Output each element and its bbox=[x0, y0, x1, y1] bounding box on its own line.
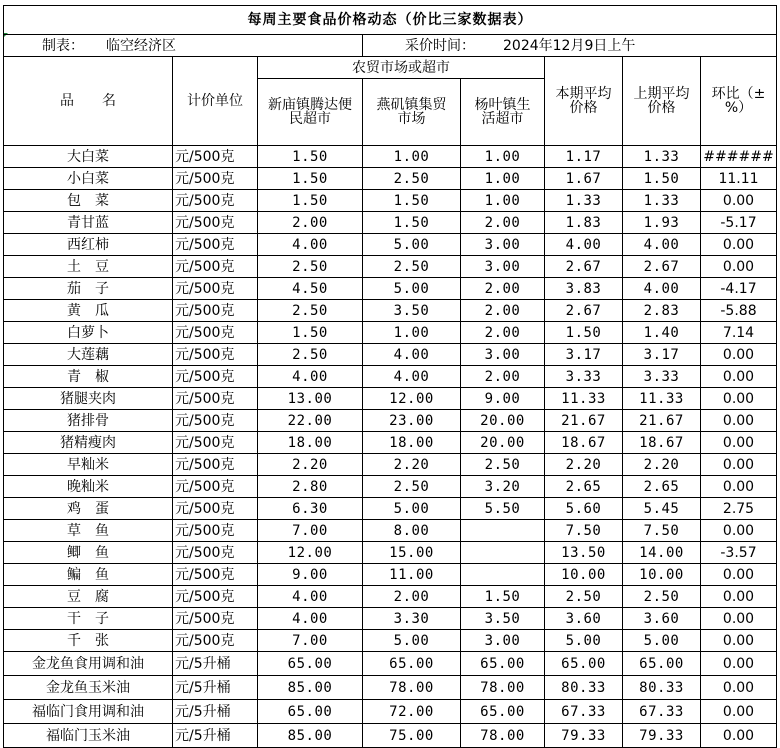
row-market-2: 5.00 bbox=[363, 234, 461, 256]
row-market-3: 1.00 bbox=[461, 146, 545, 168]
maker-value: 临空经济区 bbox=[106, 37, 176, 54]
row-avg-current: 3.83 bbox=[545, 278, 623, 300]
row-unit: 元/500克 bbox=[173, 586, 258, 608]
row-market-2: 3.30 bbox=[363, 608, 461, 630]
row-avg-previous: 7.50 bbox=[623, 520, 701, 542]
maker-cell bbox=[4, 35, 363, 57]
row-change: -5.17 bbox=[701, 212, 777, 234]
header-avg-current: 本期平均价格 bbox=[545, 57, 623, 146]
row-avg-previous: 5.00 bbox=[623, 630, 701, 652]
row-avg-previous: 4.00 bbox=[623, 278, 701, 300]
row-market-2: 1.50 bbox=[363, 212, 461, 234]
row-name: 早籼米 bbox=[4, 454, 173, 476]
row-market-1: 2.50 bbox=[258, 256, 363, 278]
row-market-3: 78.00 bbox=[461, 676, 545, 700]
row-change: 0.00 bbox=[701, 700, 777, 724]
row-market-3: 20.00 bbox=[461, 410, 545, 432]
row-market-1: 2.20 bbox=[258, 454, 363, 476]
table-row bbox=[4, 366, 777, 388]
table-row bbox=[4, 322, 777, 344]
row-change: 0.00 bbox=[701, 564, 777, 586]
row-market-1: 1.50 bbox=[258, 190, 363, 212]
row-avg-current: 1.67 bbox=[545, 168, 623, 190]
row-market-1: 6.30 bbox=[258, 498, 363, 520]
row-name: 青甘蓝 bbox=[4, 212, 173, 234]
row-unit: 元/500克 bbox=[173, 190, 258, 212]
table-row bbox=[4, 676, 777, 700]
row-unit: 元/500克 bbox=[173, 542, 258, 564]
table-row bbox=[4, 190, 777, 212]
row-change: -5.88 bbox=[701, 300, 777, 322]
row-market-3: 20.00 bbox=[461, 432, 545, 454]
row-market-1: 9.00 bbox=[258, 564, 363, 586]
row-market-1: 7.00 bbox=[258, 520, 363, 542]
row-market-1: 4.00 bbox=[258, 366, 363, 388]
row-market-1: 2.50 bbox=[258, 344, 363, 366]
row-name: 西红柿 bbox=[4, 234, 173, 256]
row-market-3: 3.00 bbox=[461, 234, 545, 256]
row-avg-previous: 3.33 bbox=[623, 366, 701, 388]
row-change: 0.00 bbox=[701, 366, 777, 388]
row-unit: 元/5升桶 bbox=[173, 676, 258, 700]
row-change: 11.11 bbox=[701, 168, 777, 190]
row-avg-previous: 18.67 bbox=[623, 432, 701, 454]
table-row bbox=[4, 410, 777, 432]
row-market-1: 7.00 bbox=[258, 630, 363, 652]
row-market-1: 18.00 bbox=[258, 432, 363, 454]
table-row bbox=[4, 388, 777, 410]
row-avg-previous: 5.45 bbox=[623, 498, 701, 520]
row-market-2: 23.00 bbox=[363, 410, 461, 432]
row-avg-current: 79.33 bbox=[545, 724, 623, 748]
row-unit: 元/500克 bbox=[173, 410, 258, 432]
row-market-2: 2.50 bbox=[363, 168, 461, 190]
title-row bbox=[4, 6, 777, 35]
table-row bbox=[4, 630, 777, 652]
row-market-2: 5.00 bbox=[363, 498, 461, 520]
row-avg-current: 1.33 bbox=[545, 190, 623, 212]
table-row bbox=[4, 278, 777, 300]
row-unit: 元/5升桶 bbox=[173, 652, 258, 676]
row-market-3: 2.00 bbox=[461, 278, 545, 300]
row-unit: 元/500克 bbox=[173, 256, 258, 278]
row-market-2: 4.00 bbox=[363, 344, 461, 366]
date-label: 采价时间： bbox=[405, 37, 475, 54]
row-avg-previous: 1.33 bbox=[623, 190, 701, 212]
row-change: 0.00 bbox=[701, 388, 777, 410]
row-avg-current: 7.50 bbox=[545, 520, 623, 542]
row-market-1: 12.00 bbox=[258, 542, 363, 564]
row-market-3: 1.50 bbox=[461, 586, 545, 608]
header-change: 环比（±%） bbox=[701, 57, 777, 146]
row-market-2: 2.00 bbox=[363, 586, 461, 608]
row-change: 0.00 bbox=[701, 344, 777, 366]
row-market-3: 65.00 bbox=[461, 700, 545, 724]
table-row bbox=[4, 564, 777, 586]
row-unit: 元/500克 bbox=[173, 520, 258, 542]
row-avg-current: 1.50 bbox=[545, 322, 623, 344]
row-market-1: 1.50 bbox=[258, 168, 363, 190]
table-row bbox=[4, 344, 777, 366]
row-market-3: 9.00 bbox=[461, 388, 545, 410]
row-unit: 元/500克 bbox=[173, 278, 258, 300]
row-unit: 元/5升桶 bbox=[173, 700, 258, 724]
row-avg-previous: 3.17 bbox=[623, 344, 701, 366]
row-avg-previous: 2.50 bbox=[623, 586, 701, 608]
row-avg-previous: 4.00 bbox=[623, 234, 701, 256]
row-market-2: 8.00 bbox=[363, 520, 461, 542]
row-avg-previous: 65.00 bbox=[623, 652, 701, 676]
row-unit: 元/500克 bbox=[173, 630, 258, 652]
row-change: 0.00 bbox=[701, 234, 777, 256]
row-change: 0.00 bbox=[701, 454, 777, 476]
row-market-2: 11.00 bbox=[363, 564, 461, 586]
header-unit: 计价单位 bbox=[173, 57, 258, 146]
row-avg-previous: 2.20 bbox=[623, 454, 701, 476]
row-market-1: 65.00 bbox=[258, 700, 363, 724]
row-avg-current: 4.00 bbox=[545, 234, 623, 256]
row-unit: 元/500克 bbox=[173, 168, 258, 190]
row-market-1: 13.00 bbox=[258, 388, 363, 410]
row-unit: 元/500克 bbox=[173, 498, 258, 520]
row-market-3 bbox=[461, 520, 545, 542]
date-value: 2024年12月9日上午 bbox=[503, 37, 636, 54]
table-row bbox=[4, 520, 777, 542]
row-market-1: 85.00 bbox=[258, 676, 363, 700]
table-row bbox=[4, 256, 777, 278]
row-market-2: 1.50 bbox=[363, 190, 461, 212]
row-market-3: 3.00 bbox=[461, 630, 545, 652]
row-avg-current: 13.50 bbox=[545, 542, 623, 564]
row-avg-current: 10.00 bbox=[545, 564, 623, 586]
row-name: 大白菜 bbox=[4, 146, 173, 168]
row-avg-current: 65.00 bbox=[545, 652, 623, 676]
row-market-1: 22.00 bbox=[258, 410, 363, 432]
row-unit: 元/5升桶 bbox=[173, 724, 258, 748]
header-market-3: 杨叶镇生活超市 bbox=[461, 79, 545, 146]
row-change: -4.17 bbox=[701, 278, 777, 300]
row-market-3: 3.00 bbox=[461, 344, 545, 366]
row-change: 0.00 bbox=[701, 608, 777, 630]
row-avg-current: 2.67 bbox=[545, 256, 623, 278]
row-name: 草 鱼 bbox=[4, 520, 173, 542]
row-avg-previous: 1.40 bbox=[623, 322, 701, 344]
row-market-1: 2.00 bbox=[258, 212, 363, 234]
row-avg-previous: 67.33 bbox=[623, 700, 701, 724]
row-market-2: 78.00 bbox=[363, 676, 461, 700]
row-avg-current: 1.17 bbox=[545, 146, 623, 168]
row-name: 干 子 bbox=[4, 608, 173, 630]
row-market-3: 3.20 bbox=[461, 476, 545, 498]
row-name: 白萝卜 bbox=[4, 322, 173, 344]
row-market-3: 1.00 bbox=[461, 168, 545, 190]
row-name: 猪排骨 bbox=[4, 410, 173, 432]
price-table bbox=[3, 5, 777, 748]
row-market-1: 85.00 bbox=[258, 724, 363, 748]
row-name: 福临门玉米油 bbox=[4, 724, 173, 748]
header-market-1: 新庙镇腾达便民超市 bbox=[258, 79, 363, 146]
row-avg-current: 5.00 bbox=[545, 630, 623, 652]
row-unit: 元/500克 bbox=[173, 366, 258, 388]
row-market-3: 2.50 bbox=[461, 454, 545, 476]
row-market-1: 4.00 bbox=[258, 586, 363, 608]
row-name: 大莲藕 bbox=[4, 344, 173, 366]
row-market-3 bbox=[461, 564, 545, 586]
row-change: 0.00 bbox=[701, 410, 777, 432]
table-row bbox=[4, 724, 777, 748]
row-name: 青 椒 bbox=[4, 366, 173, 388]
row-market-2: 2.50 bbox=[363, 256, 461, 278]
table-row bbox=[4, 212, 777, 234]
row-name: 茄 子 bbox=[4, 278, 173, 300]
row-avg-current: 1.83 bbox=[545, 212, 623, 234]
row-name: 猪精瘦肉 bbox=[4, 432, 173, 454]
row-market-3: 5.50 bbox=[461, 498, 545, 520]
row-market-3: 2.00 bbox=[461, 300, 545, 322]
row-change: 0.00 bbox=[701, 652, 777, 676]
row-unit: 元/500克 bbox=[173, 146, 258, 168]
row-change: 0.00 bbox=[701, 724, 777, 748]
table-row bbox=[4, 454, 777, 476]
row-avg-current: 3.33 bbox=[545, 366, 623, 388]
header-row-1 bbox=[4, 57, 777, 79]
row-name: 包 菜 bbox=[4, 190, 173, 212]
row-market-3 bbox=[461, 542, 545, 564]
row-change: 7.14 bbox=[701, 322, 777, 344]
row-market-1: 65.00 bbox=[258, 652, 363, 676]
row-unit: 元/500克 bbox=[173, 564, 258, 586]
row-market-2: 1.00 bbox=[363, 146, 461, 168]
row-market-2: 4.00 bbox=[363, 366, 461, 388]
table-row bbox=[4, 652, 777, 676]
row-change: 0.00 bbox=[701, 630, 777, 652]
row-name: 千 张 bbox=[4, 630, 173, 652]
row-avg-current: 2.50 bbox=[545, 586, 623, 608]
row-avg-previous: 21.67 bbox=[623, 410, 701, 432]
row-change: 0.00 bbox=[701, 520, 777, 542]
row-unit: 元/500克 bbox=[173, 454, 258, 476]
row-avg-current: 2.67 bbox=[545, 300, 623, 322]
row-market-1: 4.00 bbox=[258, 234, 363, 256]
row-market-3: 3.50 bbox=[461, 608, 545, 630]
row-market-1: 2.50 bbox=[258, 300, 363, 322]
row-name: 猪腿夹肉 bbox=[4, 388, 173, 410]
row-change: 0.00 bbox=[701, 586, 777, 608]
row-market-2: 72.00 bbox=[363, 700, 461, 724]
row-avg-previous: 3.60 bbox=[623, 608, 701, 630]
row-unit: 元/500克 bbox=[173, 322, 258, 344]
table-row bbox=[4, 476, 777, 498]
table-title: 每周主要食品价格动态（价比三家数据表） bbox=[4, 6, 777, 35]
header-market-2: 燕矶镇集贸市场 bbox=[363, 79, 461, 146]
row-name: 鳊 鱼 bbox=[4, 564, 173, 586]
row-avg-current: 11.33 bbox=[545, 388, 623, 410]
meta-row bbox=[4, 35, 777, 57]
row-market-3: 1.00 bbox=[461, 190, 545, 212]
row-market-1: 4.50 bbox=[258, 278, 363, 300]
row-change: 0.00 bbox=[701, 256, 777, 278]
row-market-1: 1.50 bbox=[258, 146, 363, 168]
row-avg-previous: 2.65 bbox=[623, 476, 701, 498]
row-market-3: 2.00 bbox=[461, 366, 545, 388]
row-avg-previous: 11.33 bbox=[623, 388, 701, 410]
table-row bbox=[4, 542, 777, 564]
row-name: 豆 腐 bbox=[4, 586, 173, 608]
row-avg-current: 67.33 bbox=[545, 700, 623, 724]
row-name: 黄 瓜 bbox=[4, 300, 173, 322]
row-name: 金龙鱼玉米油 bbox=[4, 676, 173, 700]
row-market-3: 2.00 bbox=[461, 212, 545, 234]
table-row bbox=[4, 146, 777, 168]
table-row bbox=[4, 498, 777, 520]
row-market-2: 75.00 bbox=[363, 724, 461, 748]
maker-label: 制表： bbox=[42, 37, 84, 54]
row-avg-previous: 80.33 bbox=[623, 676, 701, 700]
row-market-1: 2.80 bbox=[258, 476, 363, 498]
date-cell bbox=[363, 35, 777, 57]
table-row bbox=[4, 234, 777, 256]
row-market-2: 15.00 bbox=[363, 542, 461, 564]
row-market-2: 2.50 bbox=[363, 476, 461, 498]
row-avg-previous: 10.00 bbox=[623, 564, 701, 586]
row-unit: 元/500克 bbox=[173, 212, 258, 234]
row-avg-previous: 2.67 bbox=[623, 256, 701, 278]
table-row bbox=[4, 168, 777, 190]
row-change: 0.00 bbox=[701, 190, 777, 212]
row-avg-current: 2.20 bbox=[545, 454, 623, 476]
row-avg-previous: 1.50 bbox=[623, 168, 701, 190]
row-name: 晚籼米 bbox=[4, 476, 173, 498]
table-row bbox=[4, 300, 777, 322]
row-unit: 元/500克 bbox=[173, 432, 258, 454]
row-market-2: 1.00 bbox=[363, 322, 461, 344]
header-product: 品 名 bbox=[4, 57, 173, 146]
row-avg-current: 80.33 bbox=[545, 676, 623, 700]
row-market-3: 2.00 bbox=[461, 322, 545, 344]
row-market-2: 5.00 bbox=[363, 278, 461, 300]
row-market-2: 5.00 bbox=[363, 630, 461, 652]
row-market-1: 1.50 bbox=[258, 322, 363, 344]
row-market-2: 2.20 bbox=[363, 454, 461, 476]
row-avg-previous: 1.33 bbox=[623, 146, 701, 168]
table-row bbox=[4, 432, 777, 454]
row-market-3: 3.00 bbox=[461, 256, 545, 278]
row-avg-previous: 79.33 bbox=[623, 724, 701, 748]
row-avg-current: 3.60 bbox=[545, 608, 623, 630]
row-change: ###### bbox=[701, 146, 777, 168]
row-market-3: 78.00 bbox=[461, 724, 545, 748]
row-market-2: 65.00 bbox=[363, 652, 461, 676]
header-market-group: 农贸市场或超市 bbox=[258, 57, 545, 79]
row-market-2: 3.50 bbox=[363, 300, 461, 322]
row-change: 0.00 bbox=[701, 476, 777, 498]
row-market-3: 65.00 bbox=[461, 652, 545, 676]
row-name: 福临门食用调和油 bbox=[4, 700, 173, 724]
row-unit: 元/500克 bbox=[173, 344, 258, 366]
row-name: 金龙鱼食用调和油 bbox=[4, 652, 173, 676]
row-avg-current: 18.67 bbox=[545, 432, 623, 454]
row-avg-current: 5.60 bbox=[545, 498, 623, 520]
row-avg-current: 21.67 bbox=[545, 410, 623, 432]
row-change: 0.00 bbox=[701, 676, 777, 700]
row-market-1: 4.00 bbox=[258, 608, 363, 630]
row-avg-previous: 1.93 bbox=[623, 212, 701, 234]
row-change: 2.75 bbox=[701, 498, 777, 520]
row-unit: 元/500克 bbox=[173, 476, 258, 498]
row-name: 鸡 蛋 bbox=[4, 498, 173, 520]
row-market-2: 12.00 bbox=[363, 388, 461, 410]
row-avg-previous: 14.00 bbox=[623, 542, 701, 564]
row-unit: 元/500克 bbox=[173, 300, 258, 322]
table-row bbox=[4, 608, 777, 630]
row-avg-current: 3.17 bbox=[545, 344, 623, 366]
row-name: 鲫 鱼 bbox=[4, 542, 173, 564]
row-avg-previous: 2.83 bbox=[623, 300, 701, 322]
table-row bbox=[4, 586, 777, 608]
row-change: 0.00 bbox=[701, 432, 777, 454]
row-change: -3.57 bbox=[701, 542, 777, 564]
row-avg-current: 2.65 bbox=[545, 476, 623, 498]
row-name: 小白菜 bbox=[4, 168, 173, 190]
row-market-2: 18.00 bbox=[363, 432, 461, 454]
header-avg-previous: 上期平均价格 bbox=[623, 57, 701, 146]
row-unit: 元/500克 bbox=[173, 234, 258, 256]
row-unit: 元/500克 bbox=[173, 608, 258, 630]
row-unit: 元/500克 bbox=[173, 388, 258, 410]
row-name: 土 豆 bbox=[4, 256, 173, 278]
